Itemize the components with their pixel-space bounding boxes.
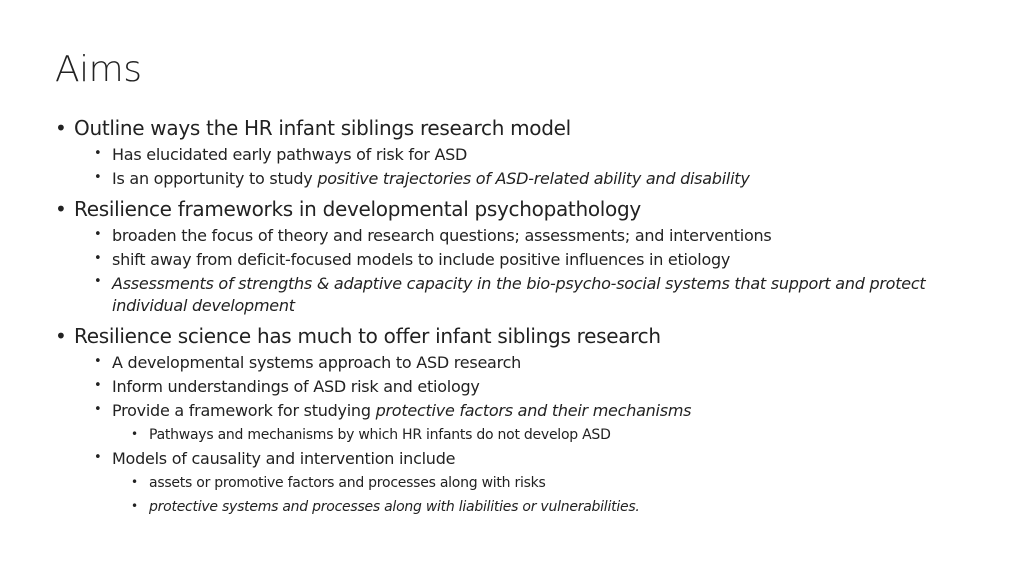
bullet-icon: • <box>94 402 102 417</box>
bullet-text: A developmental systems approach to ASD research <box>112 353 522 372</box>
sub-bullet-item <box>94 224 995 248</box>
sub-sub-bullet-item <box>131 495 995 519</box>
bullet-icon: • <box>94 274 102 289</box>
bullet-text: Is an opportunity to study <box>112 169 318 188</box>
sub-bullet-item <box>94 399 995 447</box>
sub-bullet-item <box>94 143 995 167</box>
bullet-item <box>55 195 995 318</box>
bullet-text: Provide a framework for studying <box>112 401 376 420</box>
sub-bullet-item <box>94 167 995 191</box>
bullet-text: Models of causality and intervention include <box>112 449 456 468</box>
sub-sub-bullet-list <box>131 471 995 519</box>
bullet-icon: • <box>94 450 102 465</box>
sub-bullet-item <box>94 248 995 272</box>
bullet-icon: • <box>94 170 102 185</box>
bullet-text: Inform understandings of ASD risk and etiology <box>112 377 480 396</box>
bullet-text-italic: positive trajectories of ASD-related ability and disability <box>317 169 750 188</box>
sub-sub-bullet-item <box>131 471 995 495</box>
sub-bullet-item <box>94 447 995 519</box>
bullet-text-italic: protective factors and their mechanisms <box>375 401 692 420</box>
slide-content <box>55 114 995 519</box>
bullet-icon: • <box>55 324 67 348</box>
bullet-text-italic: Assessments of strengths & adaptive capacity in the bio-psycho-social systems that support and protect individual development <box>112 274 926 315</box>
bullet-icon: • <box>94 354 102 369</box>
slide-title: Aims <box>55 49 142 90</box>
bullet-text-italic: protective systems and processes along with liabilities or vulnerabilities. <box>149 499 640 515</box>
bullet-icon: • <box>94 227 102 242</box>
sub-sub-bullet-item <box>131 423 995 447</box>
bullet-icon: • <box>55 197 67 221</box>
bullet-list <box>55 114 995 519</box>
bullet-text: assets or promotive factors and processes along with risks <box>149 475 546 491</box>
bullet-text: Resilience science has much to offer infant siblings research <box>74 324 661 348</box>
bullet-icon: • <box>94 251 102 266</box>
bullet-icon: • <box>131 499 138 513</box>
bullet-icon: • <box>131 475 138 489</box>
sub-sub-bullet-list <box>131 423 995 447</box>
bullet-icon: • <box>55 116 67 140</box>
bullet-icon: • <box>131 427 138 441</box>
bullet-text: shift away from deficit-focused models to include positive influences in etiology <box>112 250 731 269</box>
bullet-icon: • <box>94 378 102 393</box>
bullet-text: Pathways and mechanisms by which HR infants do not develop ASD <box>149 427 611 443</box>
sub-bullet-item <box>94 375 995 399</box>
sub-bullet-list <box>94 351 995 519</box>
bullet-text: broaden the focus of theory and research questions; assessments; and interventions <box>112 226 772 245</box>
sub-bullet-item <box>94 272 995 318</box>
bullet-text: Has elucidated early pathways of risk for ASD <box>112 145 468 164</box>
bullet-text: Resilience frameworks in developmental psychopathology <box>74 197 641 221</box>
bullet-text: Outline ways the HR infant siblings research model <box>74 116 571 140</box>
bullet-item <box>55 114 995 191</box>
bullet-icon: • <box>94 146 102 161</box>
sub-bullet-list <box>94 143 995 191</box>
sub-bullet-item <box>94 351 995 375</box>
sub-bullet-list <box>94 224 995 318</box>
bullet-item <box>55 322 995 519</box>
